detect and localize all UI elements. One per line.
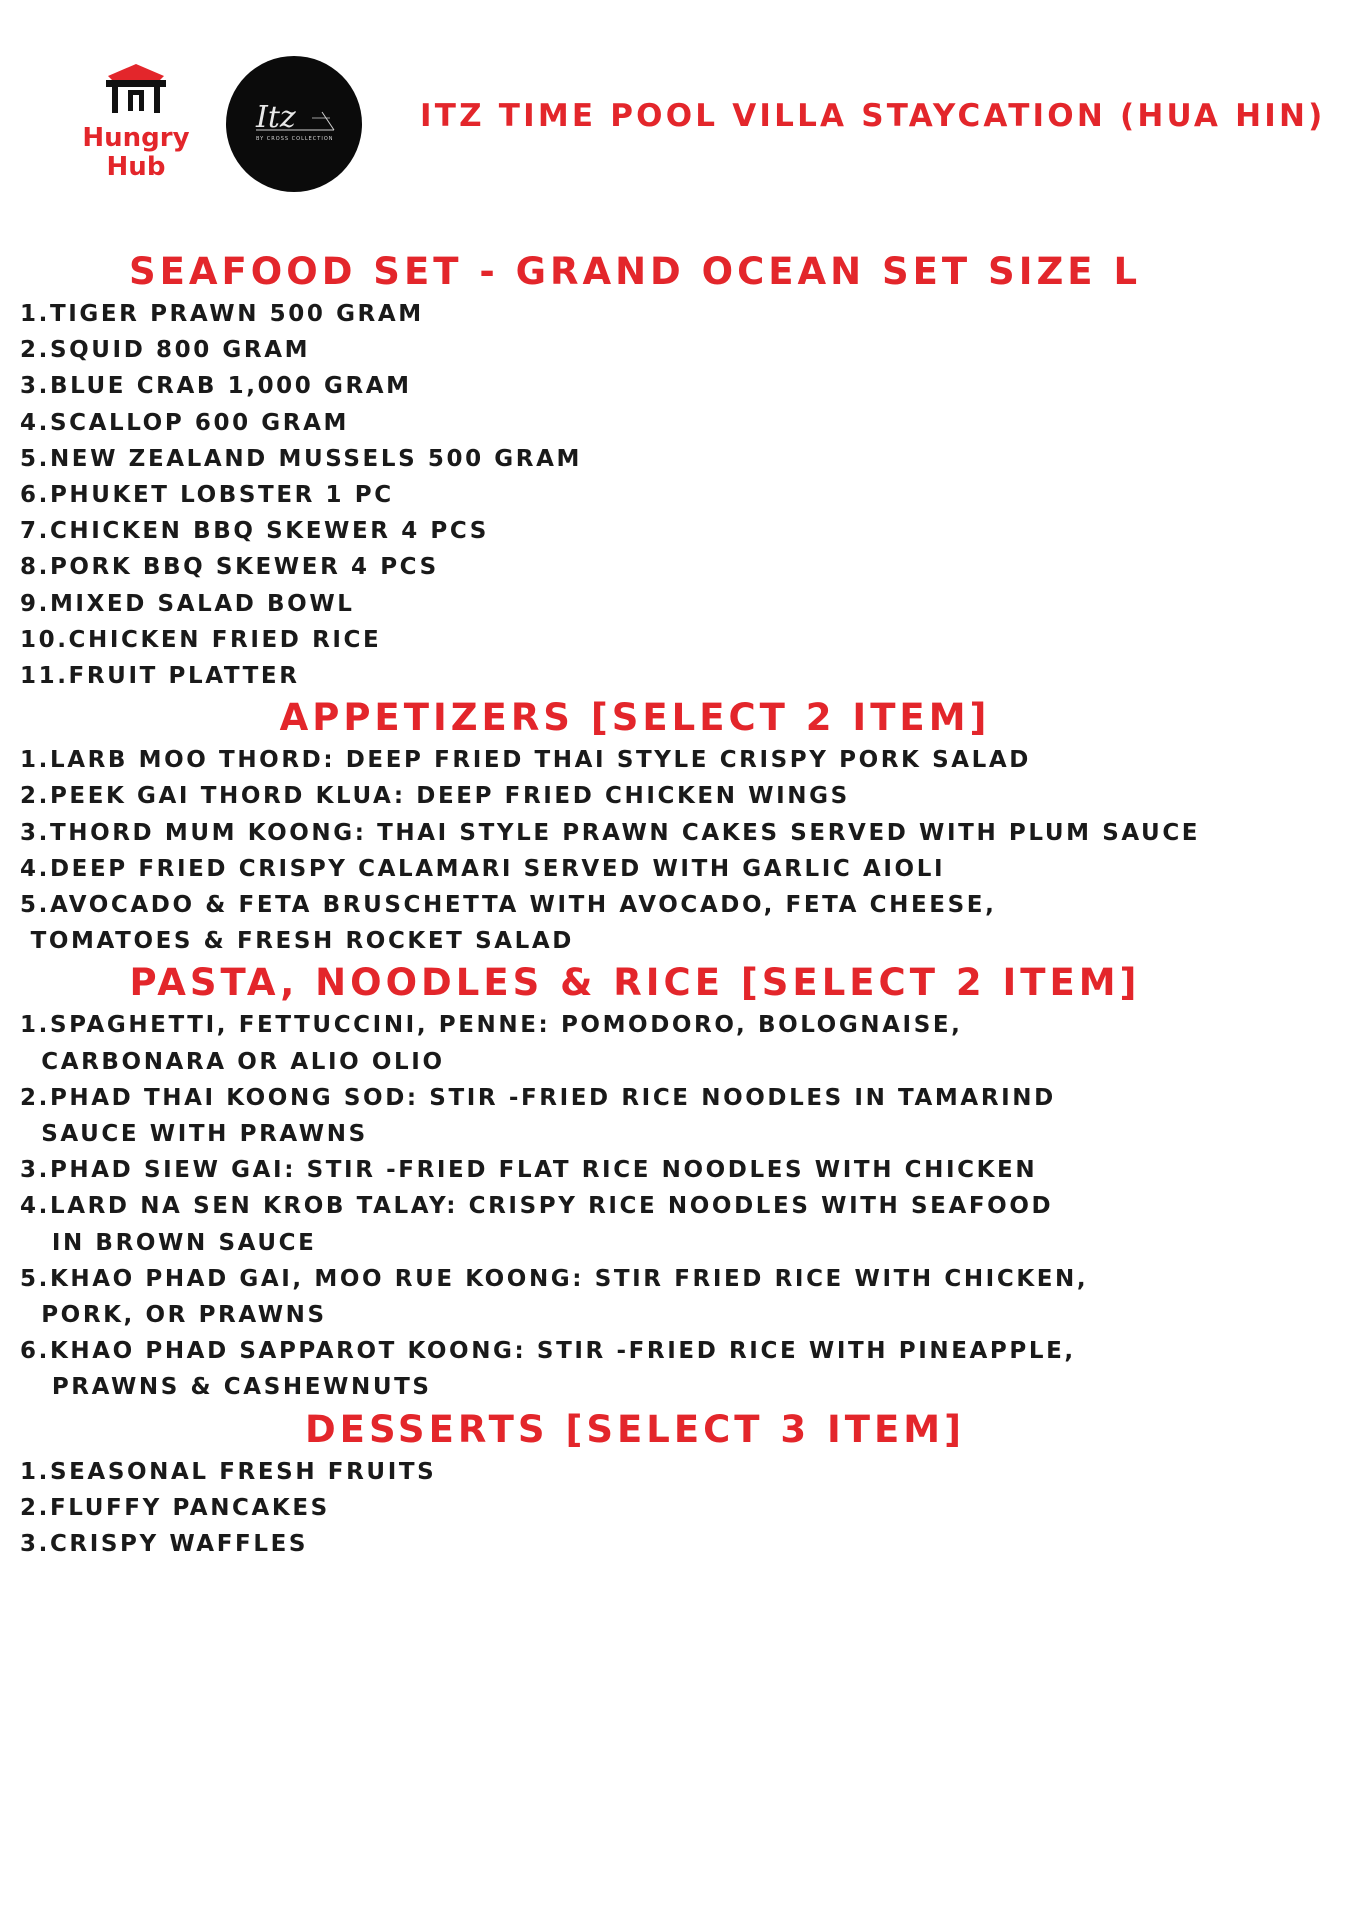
menu-item (20, 405, 1340, 441)
hungry-hub-logo (80, 62, 192, 192)
menu-item-text: 2.FLUFFY PANCAKES (20, 1494, 330, 1521)
menu-item-text: 10.CHICKEN FRIED RICE (20, 626, 382, 653)
menu-item (20, 1152, 1340, 1188)
section-title: SEAFOOD SET - GRAND OCEAN SET SIZE L (128, 250, 1142, 293)
menu-item-continuation: PORK, OR PRAWNS (20, 1302, 327, 1329)
menu-item (20, 1490, 1340, 1526)
menu-item-text: 4.DEEP FRIED CRISPY CALAMARI SERVED WITH GARLIC AIOLI (20, 855, 946, 882)
menu-item (20, 658, 1340, 694)
menu-item (20, 586, 1340, 622)
menu-item (20, 1261, 1340, 1333)
menu-section (20, 694, 1340, 959)
menu-item-text: 11.FRUIT PLATTER (20, 663, 300, 690)
hungry-hub-logo-line: Hub (106, 152, 166, 182)
menu-item (20, 368, 1340, 404)
menu-item (20, 851, 1340, 887)
menu-item-text: 3.BLUE CRAB 1,000 GRAM (20, 373, 412, 400)
menu-item-continuation: CARBONARA OR ALIO OLIO (20, 1048, 445, 1075)
menu-section (20, 959, 1340, 1405)
menu-item (20, 296, 1340, 332)
menu-item-text: 2.PEEK GAI THORD KLUA: DEEP FRIED CHICKEN WINGS (20, 783, 850, 810)
menu-item (20, 441, 1340, 477)
menu-item (20, 1526, 1340, 1562)
menu-item (20, 815, 1340, 851)
menu-item-text: 7.CHICKEN BBQ SKEWER 4 PCS (20, 518, 489, 545)
menu-item-continuation: PRAWNS & CASHEWNUTS (20, 1374, 432, 1401)
menu-item (20, 1333, 1340, 1405)
section-title: APPETIZERS [SELECT 2 ITEM] (279, 696, 991, 740)
itz-logo (226, 56, 362, 192)
menu-item-text: 4.SCALLOP 600 GRAM (20, 409, 349, 436)
itz-logo-mark: Itz (256, 100, 296, 135)
menu-item-text: 6.PHUKET LOBSTER 1 PC (20, 482, 394, 509)
hungry-hub-logo-line: Hungry (82, 123, 190, 153)
menu-item-text: 8.PORK BBQ SKEWER 4 PCS (20, 554, 439, 581)
menu-section (20, 1406, 1340, 1563)
menu-item-continuation: IN BROWN SAUCE (20, 1229, 317, 1256)
menu-item (20, 742, 1340, 778)
itz-logo-subtitle: BY CROSS COLLECTION (256, 136, 334, 142)
section-title: PASTA, NOODLES & RICE [SELECT 2 ITEM] (129, 961, 1141, 1005)
menu-item-continuation: SAUCE WITH PRAWNS (20, 1121, 368, 1148)
menu-item (20, 1007, 1340, 1079)
menu-item-text: 2.SQUID 800 GRAM (20, 337, 311, 364)
menu-item-text: 4.LARD NA SEN KROB TALAY: CRISPY RICE NOODLES WITH SEAFOOD (20, 1193, 1054, 1220)
page-header (0, 0, 1357, 200)
menu-item-text: 1.TIGER PRAWN 500 GRAM (20, 301, 424, 327)
menu-item-text: 2.PHAD THAI KOONG SOD: STIR -FRIED RICE NOODLES IN TAMARIND (20, 1084, 1056, 1111)
menu-content (20, 248, 1340, 1562)
menu-item (20, 1454, 1340, 1490)
table-icon (98, 62, 174, 118)
menu-item (20, 477, 1340, 513)
menu-item-text: 5.NEW ZEALAND MUSSELS 500 GRAM (20, 445, 582, 472)
menu-item-text: 1.SEASONAL FRESH FRUITS (20, 1458, 437, 1485)
menu-item-text: 1.LARB MOO THORD: DEEP FRIED THAI STYLE CRISPY PORK SALAD (20, 747, 1031, 774)
menu-item-text: 1.SPAGHETTI, FETTUCCINI, PENNE: POMODORO, BOLOGNAISE, (20, 1012, 963, 1039)
menu-item-text: 3.THORD MUM KOONG: THAI STYLE PRAWN CAKES SERVED WITH PLUM SAUCE (20, 819, 1201, 846)
menu-item (20, 778, 1340, 814)
menu-section (20, 248, 1340, 694)
menu-item (20, 332, 1340, 368)
menu-item (20, 1080, 1340, 1152)
menu-item-text: 9.MIXED SALAD BOWL (20, 590, 355, 617)
menu-item (20, 513, 1340, 549)
menu-item (20, 887, 1340, 959)
menu-item-text: 5.AVOCADO & FETA BRUSCHETTA WITH AVOCADO, FETA CHEESE, (20, 892, 997, 919)
menu-item (20, 1188, 1340, 1260)
section-title: DESSERTS [SELECT 3 ITEM] (304, 1407, 966, 1451)
menu-item-continuation: TOMATOES & FRESH ROCKET SALAD (20, 928, 574, 955)
menu-item-text: 5.KHAO PHAD GAI, MOO RUE KOONG: STIR FRIED RICE WITH CHICKEN, (20, 1265, 1089, 1292)
menu-item (20, 622, 1340, 658)
menu-item-text: 6.KHAO PHAD SAPPAROT KOONG: STIR -FRIED RICE WITH PINEAPPLE, (20, 1338, 1076, 1365)
page-title: ITZ TIME POOL VILLA STAYCATION (HUA HIN) (420, 98, 1326, 134)
menu-item (20, 549, 1340, 585)
menu-item-text: 3.PHAD SIEW GAI: STIR -FRIED FLAT RICE NOODLES WITH CHICKEN (20, 1157, 1038, 1184)
menu-item-text: 3.CRISPY WAFFLES (20, 1531, 309, 1558)
